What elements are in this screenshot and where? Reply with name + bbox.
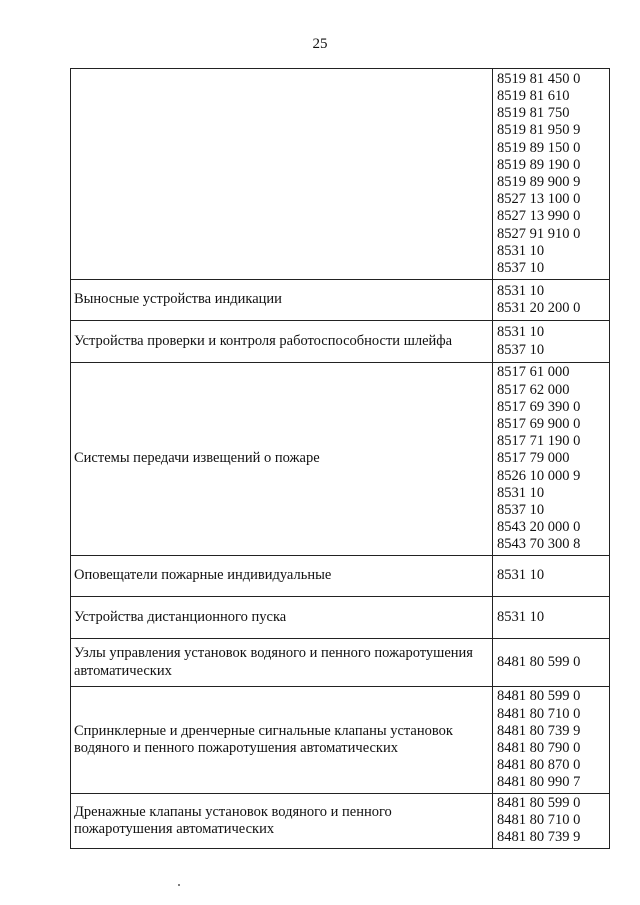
tn-ved-code: 8481 80 599 0 xyxy=(497,688,581,705)
tn-ved-code: 8481 80 790 0 xyxy=(497,740,581,756)
code-list xyxy=(493,280,610,321)
tn-ved-code: 8519 81 450 0 xyxy=(497,70,581,87)
product-description: Устройства дистанционного пуска xyxy=(71,597,493,639)
code-list xyxy=(493,597,610,639)
tn-ved-code: 8531 20 200 0 xyxy=(497,300,581,316)
tn-ved-code: 8543 20 000 0 xyxy=(497,519,581,536)
tn-ved-code: 8517 79 000 xyxy=(497,450,570,467)
scan-speck xyxy=(178,884,180,886)
tn-ved-code: 8481 80 710 0 xyxy=(497,812,581,829)
table-row xyxy=(71,597,610,639)
table-row xyxy=(71,687,610,794)
tn-ved-code: 8531 10 xyxy=(497,484,545,501)
tn-ved-code: 8526 10 000 9 xyxy=(497,467,581,484)
product-code-table xyxy=(70,68,610,849)
tn-ved-code: 8481 80 710 0 xyxy=(497,705,581,722)
product-description xyxy=(71,69,493,280)
code-list xyxy=(493,321,610,363)
tn-ved-code: 8519 89 900 9 xyxy=(497,174,581,190)
tn-ved-code: 8519 81 750 xyxy=(497,105,570,122)
tn-ved-code: 8531 10 xyxy=(497,608,545,625)
product-description: Выносные устройства индикации xyxy=(71,280,493,321)
code-list xyxy=(493,639,610,687)
tn-ved-code: 8519 81 610 xyxy=(497,87,570,104)
code-list xyxy=(493,363,610,556)
product-description: Спринклерные и дренчерные сигнальные клапаны установок водяного и пенного пожаротушения автоматических xyxy=(71,687,493,794)
code-list xyxy=(493,69,610,280)
product-description: Системы передачи извещений о пожаре xyxy=(71,363,493,556)
tn-ved-code: 8517 69 390 0 xyxy=(497,398,581,415)
table-row xyxy=(71,794,610,849)
tn-ved-code: 8537 10 xyxy=(497,341,545,358)
table-row xyxy=(71,363,610,556)
product-description: Оповещатели пожарные индивидуальные xyxy=(71,556,493,597)
product-description: Устройства проверки и контроля работоспособности шлейфа xyxy=(71,321,493,363)
table-row xyxy=(71,639,610,687)
tn-ved-code: 8531 10 xyxy=(497,567,545,584)
tn-ved-code: 8517 71 190 0 xyxy=(497,433,581,450)
table-row xyxy=(71,321,610,363)
tn-ved-code: 8537 10 xyxy=(497,260,545,277)
tn-ved-code: 8481 80 599 0 xyxy=(497,795,581,811)
product-description: Дренажные клапаны установок водяного и пенного пожаротушения автоматических xyxy=(71,794,493,849)
tn-ved-code: 8519 81 950 9 xyxy=(497,122,581,139)
tn-ved-code: 8531 10 xyxy=(497,282,545,299)
tn-ved-code: 8481 80 739 9 xyxy=(497,829,581,846)
tn-ved-code: 8517 61 000 xyxy=(497,364,570,381)
tn-ved-code: 8519 89 150 0 xyxy=(497,139,581,156)
tn-ved-code: 8527 91 910 0 xyxy=(497,225,581,242)
tn-ved-code: 8531 10 xyxy=(497,324,545,341)
tn-ved-code: 8481 80 990 7 xyxy=(497,774,581,791)
tn-ved-code: 8537 10 xyxy=(497,502,545,518)
tn-ved-code: 8517 62 000 xyxy=(497,381,570,398)
tn-ved-code: 8517 69 900 0 xyxy=(497,415,581,432)
tn-ved-code: 8527 13 990 0 xyxy=(497,208,581,225)
table-row xyxy=(71,69,610,280)
table-row xyxy=(71,280,610,321)
table-row xyxy=(71,556,610,597)
tn-ved-code: 8481 80 599 0 xyxy=(497,653,581,670)
tn-ved-code: 8543 70 300 8 xyxy=(497,536,581,553)
tn-ved-code: 8481 80 870 0 xyxy=(497,757,581,774)
code-list xyxy=(493,794,610,849)
code-list xyxy=(493,556,610,597)
tn-ved-code: 8481 80 739 9 xyxy=(497,722,581,739)
tn-ved-code: 8527 13 100 0 xyxy=(497,191,581,208)
page-number: 25 xyxy=(312,36,328,52)
product-description: Узлы управления установок водяного и пенного пожаротушения автоматических xyxy=(71,639,493,687)
tn-ved-code: 8519 89 190 0 xyxy=(497,156,581,173)
code-list xyxy=(493,687,610,794)
tn-ved-code: 8531 10 xyxy=(497,242,545,259)
